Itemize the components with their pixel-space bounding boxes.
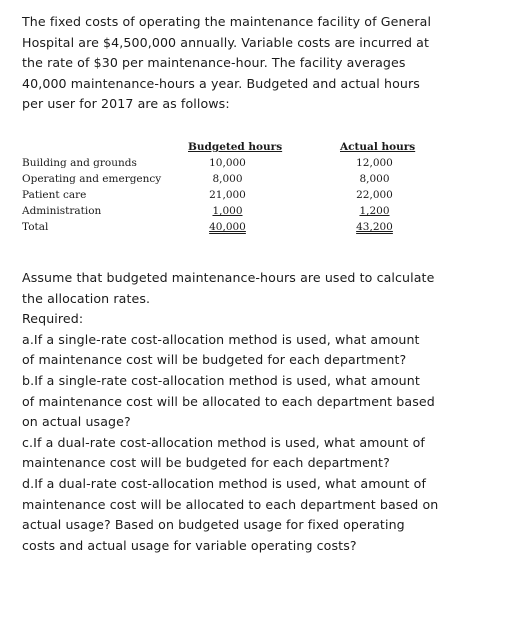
budgeted-value: 1,000 [212, 205, 243, 217]
actual-total: 43,200 [356, 221, 393, 233]
table-row [22, 157, 442, 171]
actual-value: 8,000 [359, 173, 390, 185]
question-line: c.If a dual-rate cost-allocation method is used, what amount of [22, 434, 425, 450]
question-line: Assume that budgeted maintenance-hours are used to calculate [22, 270, 435, 285]
row-label: Patient care [22, 189, 87, 201]
hours-table [22, 141, 442, 246]
table-row [22, 173, 442, 187]
intro-line: Hospital are $4,500,000 annually. Variable costs are incurred at [22, 34, 430, 50]
question-line: maintenance cost will be allocated to each department based on [22, 496, 439, 512]
question-line: actual usage? Based on budgeted usage for fixed operating [22, 517, 405, 533]
question-line: b.If a single-rate cost-allocation method is used, what amount [22, 372, 420, 388]
actual-value: 1,200 [359, 205, 390, 217]
row-label: Administration [22, 205, 102, 217]
questions-paragraph [22, 268, 494, 556]
question-line: the allocation rates. [22, 290, 151, 306]
question-line: maintenance cost will be budgeted for each department? [22, 455, 390, 471]
budgeted-value: 8,000 [212, 173, 243, 185]
row-label: Total [22, 221, 49, 233]
actual-value: 12,000 [356, 157, 393, 169]
intro-paragraph [22, 12, 494, 115]
intro-line: per user for 2017 are as follows: [22, 96, 230, 112]
question-line: costs and actual usage for variable operating costs? [22, 537, 357, 553]
question-line: a.If a single-rate cost-allocation method is used, what amount [22, 331, 420, 347]
table-row [22, 189, 442, 203]
question-line: d.If a dual-rate cost-allocation method is used, what amount of [22, 475, 427, 491]
budgeted-hours-header: Budgeted hours [188, 141, 283, 153]
question-line: of maintenance cost will be allocated to each department based [22, 393, 435, 409]
table-row-total [22, 221, 442, 235]
question-line: on actual usage? [22, 414, 131, 430]
question-line: of maintenance cost will be budgeted for each department? [22, 352, 407, 368]
budgeted-value: 21,000 [209, 189, 246, 201]
table-row [22, 205, 442, 219]
intro-line: the rate of $30 per maintenance-hour. The facility averages [22, 55, 406, 71]
budgeted-value: 10,000 [209, 157, 246, 169]
intro-line: The fixed costs of operating the maintenance facility of General [22, 14, 432, 29]
required-label: Required: [22, 311, 84, 327]
intro-line: 40,000 maintenance-hours a year. Budgeted and actual hours [22, 75, 420, 91]
row-label: Building and grounds [22, 157, 137, 169]
budgeted-total: 40,000 [209, 221, 246, 233]
row-label: Operating and emergency [22, 173, 162, 185]
actual-value: 22,000 [356, 189, 393, 201]
actual-hours-header: Actual hours [340, 141, 416, 153]
